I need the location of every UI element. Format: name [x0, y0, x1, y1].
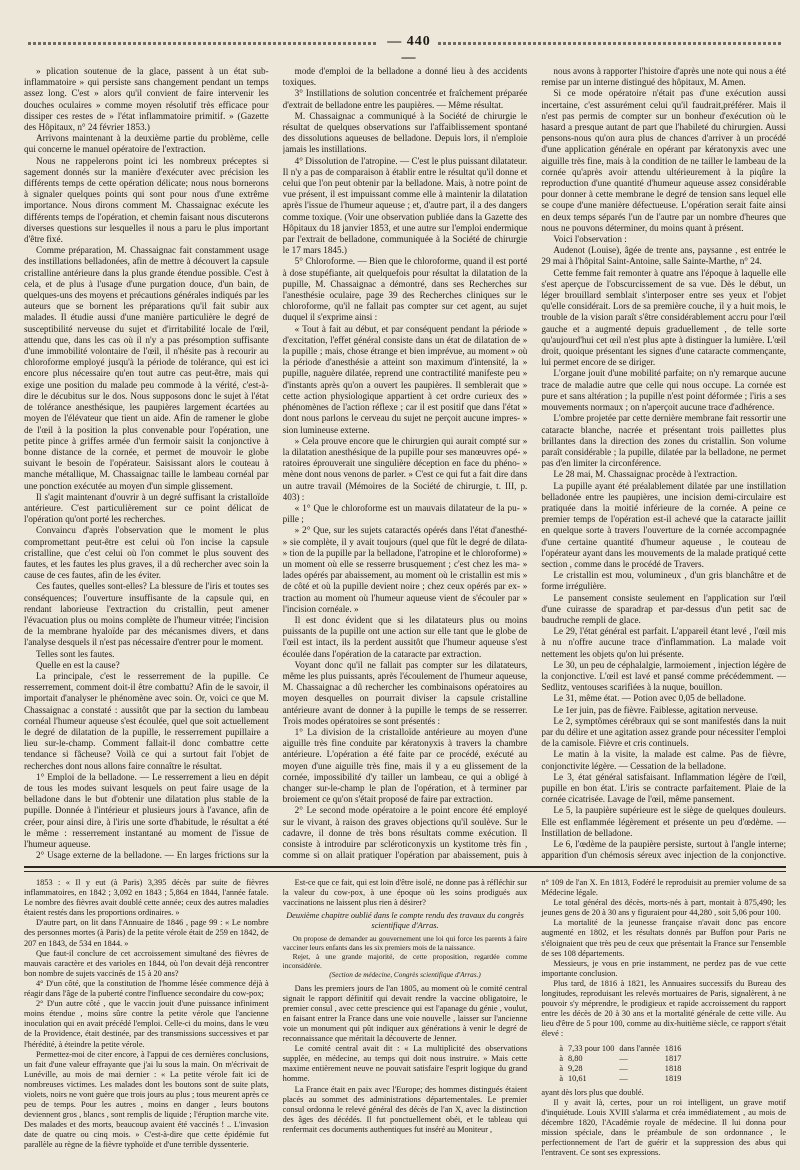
- page-number: — 440 —: [387, 34, 431, 65]
- table-cell: à: [559, 1073, 564, 1083]
- table-row: [559, 1054, 686, 1064]
- paragraph: Si ce mode opératoire n'était pas d'une exécution aussi incertaine, c'est assurément celui qu'il faudrait,préférer. Mais il n'est pas permis de compter sur un bonheur d'exécution où le hasard a presque autant de part que l'habileté du chirurgien. Aussi pensons-nous qu'on aura plus de chances d'arriver à un procédé d'une application générale en opérant par kératonyxis avec une aiguille très fine, mais à la condition de ne tailler le lambeau de la cornée qu'après avoir attendu ultérieurement à la piqûre la reproduction d'une quantité d'humeur aqueuse assez considérable pour donner à cette membrane le degré de tension sans lequel elle se coupe d'une manière défectueuse. L'opération serait faite ainsi en deux temps séparés l'un de l'autre par un nombre d'heures que nous ne pouvons déterminer, du moins quant à présent.: [541, 88, 787, 233]
- paragraph: La pupille ayant été préalablement dilatée par une instillation belladonée entre les paupières, une incision demi-circulaire est pratiquée dans la moitié inférieure de la cornée. A peine ce premier temps de l'opération est-il achevé que la cataracte jaillit en quelque sorte à travers l'ouverture de la cornée accompagnée d'une certaine quantité d'humeur aqueuse , le couteau de l'opérateur ayant dans les mouvements de la malade pratiqué cette section , comme dans le procédé de Travers.: [541, 480, 787, 569]
- paragraph: Voyant donc qu'il ne fallait pas compter sur les dilatateurs, même les plus puissants, après l'écoulement de l'humeur aqueuse, M. Chassaignac a dû rechercher les combinaisons opératoires au moyen desquelles on pourrait diviser la capsule cristalline antérieure avant de donner à la pupille le temps de se resserrer. Trois modes opératoires se sont présentés :: [282, 659, 528, 726]
- feuilleton-column-2: [283, 878, 528, 1158]
- paragraph: M. Chassaignac a communiqué à la Société de chirurgie le résultat de quelques observations sur l'affaiblissement spontané des dissolutions aqueuses de belladone. Depuis lors, il n'emploie jamais les instillations.: [282, 110, 528, 155]
- table-cell: —: [619, 1073, 628, 1083]
- table-cell: 7,33 pour 100: [568, 1043, 615, 1053]
- paragraph: mode d'emploi de la belladone a donné lieu à des accidents toxiques.: [282, 66, 528, 88]
- paragraph: Comme préparation, M. Chassaignac fait constamment usage des instillations belladonées, afin de mettre à découvert la capsule cristalline antérieure dans la plus grande étendue possible. C'est à cela, et de plus à l'usage d'une purgation douce, d'un bain, de quelques-uns des moyens et précautions générales indiqués par les auteurs que se bornent les préparations qu'il fait subir aux malades. Il étudie aussi d'une manière particulière le degré de susceptibilité nerveuse du sujet et d'irritabilité locale de l'œil, attendu que, dans les cas où il n'y a pas présomption suffisante d'une immobilité volontaire de l'œil, il n'hésite pas à recourir au chloroforme employé jusqu'à la période de tolérance, qui est ici encore plus nécessaire qu'en tout autre cas peut-être, mais qui exige une position du malade peu commode à la vérité, c'est-à-dire le décubitus sur le dos. Nous supposons donc le sujet à l'état de tolérance anesthésique, les paupières largement écartées au moyen de l'élévateur que tient un aide. Afin de ramener le globe de l'œil à la position la plus convenable pour l'opération, une petite pince à griffes armée d'un fermoir saisit la conjonctive à bonne distance de la cornée, et permet de mouvoir le globe suivant le besoin de l'opérateur. Saisissant alors le couteau à manche métallique, M. Chassaignac taille le lambeau cornéal par une ponction exécutée au moyen d'un simple glissement.: [24, 245, 269, 491]
- paragraph: Le 1er juin, pas de fièvre. Faiblesse, agitation nerveuse.: [553, 704, 758, 715]
- paragraph: n° 109 de l'an X. En 1813, Fodéré le reproduisit au premier volume de sa Médecine légale.: [541, 878, 787, 898]
- table-cell: 9,28: [568, 1063, 583, 1073]
- paragraph: 1° Emploi de la belladone. — Le resserrement a lieu en dépit de tous les modes suivant lesquels on peut faire usage de la belladone dans le but d'obtenir une dilatation plus stable de la pupille. Donnée à l'intérieur et plusieurs jours à l'avance, afin de créer, pour ainsi dire, à l'iris une sorte d'habitude, le résultat a été le même : resserrement instantané au moment de l'issue de l'humeur aqueuse.: [24, 771, 269, 850]
- paragraph: Voici l'observation :: [553, 234, 627, 245]
- table-cell: à: [559, 1043, 564, 1053]
- paragraph: Permettez-moi de citer encore, à l'appui de ces dernières conclusions, un fait d'une valeur effrayante que j'ai lu sous la main. On m'écrivait de Lunéville, au mois de mai dernier : « La petite vérole fait ici de nombreuses victimes. Les malades dont les boutons sont de suite plats, violets, noirs ne vont guère que trois jours au plus ; tous meurent après ce peu de temps. Pour les autres , moins en danger , leurs boutons deviennent gros , blancs , sont remplis de liquide ; l'éruption marche vite. Des malades et des morts, beaucoup avaient été vaccinés ! .. L'invasion date de quatre ou cinq mois. » C'est-à-dire que cette épidémie fut parallèle au règne de la fièvre typhoïde et d'une terrible dyssenterie.: [24, 1049, 269, 1150]
- paragraph: La principale, c'est le resserrement de la pupille. Ce resserrement, comment doit-il être combattu? Afin de le savoir, il importait d'analyser le phénomène avec soin. Or, voici ce que M. Chassaignac a constaté : aussitôt que par la section du lambeau cornéal l'humeur aqueuse s'est écoulée, quel que soit actuellement le degré de dilatation de la pupille, le resserrement pupillaire a lieu sur-le-champ. Comment fallait-il donc combattre cette tendance si fâcheuse? Voilà ce qui a surtout fait l'objet de recherches dont nous allons faire connaître le résultat.: [24, 670, 269, 771]
- paragraph: Le 28 mai, M. Chassaignac procède à l'extraction.: [553, 469, 738, 480]
- main-column-2: [283, 66, 528, 860]
- paragraph: 4° D'un côté, que la constitution de l'homme lésée commence déjà à réagir dans l'âge de la puberté contre l'influence secondaire du cow-pox;: [24, 978, 269, 999]
- paragraph: Le 2, symptômes cérébraux qui se sont manifestés dans la nuit par du délire et une agitation assez grande pour nécessiter l'emploi de la camisole. Fièvre et cris continuels.: [541, 715, 787, 749]
- feuilleton-column-1: [24, 878, 269, 1158]
- chapter-heading: Deuxième chapitre oublié dans le compte rendu des travaux du congrès scientifique d'Arras.: [286, 911, 524, 931]
- paragraph: Le 5, la paupière supérieure est le siège de quelques douleurs. Elle est enflammée légèrement et présente un peu d'œdème. — Instillation de belladone.: [541, 805, 787, 838]
- table-cell: 10,61: [568, 1073, 587, 1083]
- table-cell: 1817: [664, 1053, 682, 1063]
- paragraph: 1° La division de la cristalloïde antérieure au moyen d'une aiguille très fine conduite par kératonyxis à travers la chambre antérieure. L'opération a été faite par ce procédé, exécuté au moyen d'une aiguille très fine, mais il y a eu glissement de la cornée, impossibilité d'y tailler un lambeau, ce qui a obligé à changer sur-le-champ le plan de l'opération, et à terminer par broiement ce qu'on s'était proposé de faire par extraction.: [282, 726, 528, 805]
- feuilleton-column-3: [541, 878, 786, 1158]
- table-cell: à: [559, 1053, 564, 1063]
- paragraph: Convaincu d'après l'observation que le moment le plus compromettant peut-être est celui où l'on incise la capsule cristalline, que c'est celui où l'on commet le plus souvent des fautes, et les fautes les plus graves, il a dû rechercher avec soin la cause de ces fautes, afin de les éviter.: [24, 525, 269, 581]
- paragraph: Le cristallin est mou, volumineux , d'un gris blanchâtre et de forme irrégulière.: [541, 570, 787, 592]
- paragraph: 4° Dissolution de l'atropine. — C'est le plus puissant dilatateur. Il n'y a pas de comparaison à établir entre le résultat qu'il donne et celui que l'on peut obtenir par la belladone. Mais, à notre point de vue présent, il est impuissant comme elle à maintenir la dilatation après l'issue de l'humeur aqueuse ; et, d'autre part, il a des dangers comme toxique. (Voir une observation publiée dans la Gazette des Hôpitaux du 18 janvier 1853, et une autre sur l'emploi endermique par l'extrait de belladone, communiquée à la Société de chirurgie le 17 mars 1845.): [282, 155, 528, 256]
- paragraph: Le 3, état général satisfaisant. Inflammation légère de l'œil, pupille en bon état. L'iris se contracte parfaitement. Plaie de la cornée cicatrisée. Lavage de l'œil, même pansement.: [541, 771, 787, 805]
- paragraph: nous avons à rapporter l'histoire d'après une note qui nous a été remise par un interne distingué des hôpitaux, M. Amen.: [541, 66, 787, 88]
- paragraph: 1853 : « Il y eut (à Paris) 3,395 décès par suite de fièvres inflammatoires, en 1842 ; 3,092 en 1843 ; 5,864 en 1844, l'année fatale. Le nombre des fièvres avait doublé cette année; ceux des autres maladies étaient restés dans les proportions ordinaires. »: [24, 878, 269, 918]
- paragraph: Nous ne rappelerons point ici les nombreux préceptes si sagement donnés sur la manière d'exécuter avec précision les différents temps de cette opération délicate; nous nous bornerons à signaler quelques points qui sont pour nous d'une extrême importance. Nous dirons comment M. Chassaignac exécute les différents temps de l'opération, et chemin faisant nous discuterons diverses questions sur lesquelles il nous a paru le plus important d'être fixé.: [24, 155, 269, 245]
- quote-source: (Section de médecine, Congrès scientifique d'Arras.): [329, 971, 481, 980]
- table-cell: 1818: [664, 1063, 682, 1073]
- paragraph: Le 30, un peu de céphalalgie, larmoiement , injection légère de la conjonctive. L'œil est lavé et pansé comme précédemment. — Sedlitz, ventouses scarifiées à la nuque, bouillon.: [541, 659, 787, 693]
- header-rule-left: [28, 42, 378, 45]
- paragraph: Est-ce que ce fait, qui est loin d'être isolé, ne donne pas à réfléchir sur la valeur du cow-pox, à une époque où les soins prodigués aux vaccinations ne laissent plus rien à désirer?: [282, 878, 528, 908]
- header-rule-right: [438, 42, 783, 45]
- paragraph: « 1° Que le chloroforme est un mauvais dilatateur de la pu- » pille ;: [282, 502, 528, 525]
- quoted-rejection: Rejet, à une grande majorité, de cette proposition, regardée comme inconsidérée.: [282, 952, 528, 971]
- paragraph: 5° Chloroforme. — Bien que le chloroforme, quand il est porté à dose stupéfiante, ait quelquefois pour résultat la dilatation de la pupille, M. Chassaignac a démontré, dans ses Recherches sur l'anesthésie oculaire, page 39 des Recherches cliniques sur le chloroforme, qu'il ne fallait pas compter sur cet agent, au sujet duquel il s'exprime ainsi :: [282, 256, 528, 323]
- paragraph: Il y avait là, certes, pour un roi intelligent, un grave motif d'inquiétude. Louis XVIII s'alarma et créa immédiatement , au mois de décembre 1820, l'Académie royale de médecine. Il lui donna pour mission spéciale, dans le préambule de son ordonnance , le perfectionnement de l'art de guérir et la suppression des abus qui l'entravent. Ce sont ses expressions.: [541, 1097, 787, 1158]
- paragraph: « Tout à fait au début, et par conséquent pendant la période » d'excitation, l'effet général consiste dans un état de dilatation de » la pupille ; mais, chose étrange et bien imprévue, au moment » où la période d'anesthésie a atteint son maximum d'intensité, la » pupille, naguère dilatée, reprend une contractilité manifeste peu » d'instants après qu'on a ouvert les paupières. Il semblerait que » cette action physiologique appartient à cet ordre curieux des » phénomènes de l'action réflexe ; car il est positif que dans l'état » dont nous parlons le cerveau du sujet ne perçoit aucune impres- » sion lumineuse externe.: [282, 323, 528, 435]
- paragraph: Le total général des décès, morts-nés à part, montait à 875,490; les jeunes gens de 20 à 30 ans y figuraient pour 44,280 , soit 5,06 pour 100.: [541, 898, 787, 918]
- table-cell: —: [619, 1053, 628, 1063]
- paragraph: Il est donc évident que si les dilatateurs plus ou moins puissants de la pupille ont une action sur elle tant que le globe de l'œil est intact, ils la perdent aussitôt que l'humeur aqueuse s'est écoulée dans l'opération de la cataracte par extraction.: [282, 614, 528, 659]
- paragraph: Ces fautes, quelles sont-elles? La blessure de l'iris et toutes ses conséquences; l'ouverture insuffisante de la capsule qui, en rendant laborieuse l'extraction du cristallin, peut amener l'évacuation plus ou moins complète de l'humeur vitrée; l'incision de la membrane hyaloïde par des mécanismes divers, et dans l'analyse desquels il n'est pas nécessaire d'entrer pour le moment.: [24, 581, 269, 648]
- paragraph: Arrivons maintenant à la deuxième partie du problème, celle qui concerne le manuel opératoire de l'extraction.: [24, 133, 269, 155]
- paragraph: Le matin à la visite, la malade est calme. Pas de fièvre, conjonctivite légère. — Cessation de la belladone.: [541, 749, 787, 771]
- paragraph: » plication soutenue de la glace, passent à un état sub-inflammatoire » qui persiste sans changement pendant un temps assez long. C'est » alors qu'il convient de faire intervenir les douches oculaires » comme moyen résolutif très efficace pour dissiper ces restes de » l'état inflammatoire primitif. » (Gazette des Hôpitaux, n° 24 février 1853.): [24, 66, 269, 133]
- paragraph: Il s'agit maintenant d'ouvrir à un degré suffisant la cristalloïde antérieure. C'est particulièrement sur ce point délicat de l'opération qu'ont porté les recherches.: [24, 491, 269, 525]
- paragraph: Le pansement consiste seulement en l'application sur l'œil d'une cuirasse de sparadrap et par-dessus d'un petit sac de baudruche rempli de glace.: [541, 592, 787, 625]
- paragraph: Audenot (Louise), âgée de trente ans, paysanne , est entrée le 29 mai à l'hôpital Saint-Antoine, salle Sainte-Marthe, n° 24.: [541, 245, 787, 267]
- main-column-3: [541, 66, 786, 860]
- paragraph: » 2° Que, sur les sujets cataractés opérés dans l'état d'anesthé- » sie complète, il y avait toujours (quel que fût le degré de dilata- » tion de la pupille par la belladone, l'atropine et le chloroforme) » un moment où elle se resserre brusquement ; c'est chez les ma- » lades opérés par abaissement, au moment où le cristallin est mis » de côté et où la pupille devient noire ; chez ceux opérés par ex- » traction au moment où l'humeur aqueuse vient de s'écouler par » l'incision cornéale. »: [282, 525, 528, 614]
- paragraph: Quelle en est la cause?: [36, 659, 120, 670]
- paragraph: Plus tard, de 1816 à 1821, les Annuaires successifs du Bureau des longitudes, reproduisant les relevés mortuaires de Paris, signalèrent, à ne pouvoir s'y méprendre, le prodigieux et rapide accroissement du rapport entre les décès de 20 à 30 ans et la mortalité générale de cette ville. Au lieu d'être de 5 pour 100, comme au dix-huitième siècle, ce rapport s'était élevé :: [541, 978, 787, 1039]
- table-row: [559, 1064, 686, 1074]
- paragraph: » Cela prouve encore que le chirurgien qui aurait compté sur » la dilatation anesthésique de la pupille pour ses manœuvres opé- » ratoires éprouverait une singulière déception en face du phéno- » mène dont nous venons de parler. » C'est ce qui fut a fait dire dans un autre travail (Mémoires de la Société de chirurgie, t. III, p. 403) :: [282, 435, 528, 502]
- paragraph: Que faut-il conclure de cet accroissement simultané des fièvres de mauvais caractère et des varioles en 1844, où l'on devait déjà rencontrer bon nombre de sujets vaccinés de 15 à 20 ans?: [24, 948, 269, 978]
- table-cell: 8,80: [568, 1053, 583, 1063]
- paragraph: 2° D'un autre côté , que le vaccin jouit d'une puissance infiniment moins étendue , moins sûre contre la petite vérole que l'ancienne inoculation qui en avait précédé l'emploi. Celle-ci du moins, dans le vœu de la Providence, était destinée, par des transmissions successives et par l'hérédité, à éteindre la petite vérole.: [24, 999, 269, 1049]
- table-row: [559, 1074, 686, 1084]
- table-cell: 1819: [664, 1073, 682, 1083]
- paragraph: ayant dès lors plus que doublé.: [541, 1087, 644, 1097]
- paragraph: 2° Usage externe de la belladone. — En larges frictions sur la: [36, 850, 269, 860]
- table-cell: à: [559, 1063, 564, 1073]
- paragraph: Dans les premiers jours de l'an 1805, au moment où le comité central signait le rapport définitif qui devait rendre la vaccine obligatoire, le premier consul , avec cette prescience qui est l'apanage du génie , voulut, en faisant entrer la France dans une voie nouvelle , laisser sur l'ancienne voie un monument qui pût indiquer aux générations à venir le degré de reconnaissance que méritait la découverte de Jenner.: [282, 983, 528, 1044]
- paragraph: Cette femme fait remonter à quatre ans l'époque à laquelle elle s'est aperçue de l'obscurcissement de sa vue. Dès le début, un léger brouillard semblait s'interposer entre ses yeux et l'objet qu'elle considérait. Lors de sa première couche, il y a huit mois, le trouble de la vision paraît s'être considérablement accru pour l'œil gauche et a augmenté depuis graduellement , de telle sorte qu'aujourd'hui cet œil n'est plus apte à distinguer la lumière. L'œil droit, quoique présentant les signes d'une cataracte commençante, lui permet encore de se diriger.: [541, 267, 787, 368]
- paragraph: Telles sont les fautes.: [36, 648, 115, 659]
- mortality-table: [559, 1044, 686, 1084]
- page-header: [0, 30, 800, 65]
- paragraph: Le 31, même état. — Potion avec 0,05 de belladone.: [553, 693, 746, 704]
- main-article: [24, 66, 786, 860]
- table-cell: —: [619, 1063, 628, 1073]
- paragraph: Le 6, l'œdème de la paupière persiste, surtout à l'angle interne; apparition d'un chémosis séreux avec injection de la conjonctive.: [541, 839, 787, 860]
- feuilleton-section: [24, 878, 786, 1158]
- paragraph: 3° Instillations de solution concentrée et fraîchement préparée d'extrait de belladone entre les paupières. — Même résultat.: [282, 88, 528, 110]
- main-column-1: [24, 66, 269, 860]
- paragraph: La France était en paix avec l'Europe; des hommes distingués étaient placés au sommet des administrations départementales. Le premier consul ordonna le relevé général des décès de l'an X, avec la distinction des âges des décédés. Il fut ponctuellement obéi, et le tableau qui renfermait ces documents authentiques fut inséré au Moniteur ,: [282, 1084, 528, 1134]
- paragraph: L'ombre projetée par cette dernière membrane fait ressortir une cataracte blanche, nacrée et présentant trois paillettes plus brillantes dans la direction des zones du cristallin. Son volume paraît considérable ; la pupille, dilatée par la belladone, ne permet pas d'en limiter la circonférence.: [541, 413, 787, 469]
- section-divider: [24, 866, 786, 872]
- table-cell: 1816: [664, 1043, 682, 1053]
- paragraph: La mortalité de la jeunesse française n'avait donc pas encore augmenté en 1802, et les résultats donnés par Buffon pour Paris ne s'éloignaient que très peu de ceux que présentait la France sur l'ensemble de ses 108 départements.: [541, 918, 787, 958]
- paragraph: L'organe jouit d'une mobilité parfaite; on n'y remarque aucune trace de maladie autre que celle qui nous occupe. La cornée est pure et sans altération ; la pupille n'est point déformée ; l'iris a ses mouvements normaux ; on n'aperçoit aucune trace d'adhérence.: [541, 368, 787, 413]
- quoted-proposal: On propose de demander au gouvernement une loi qui force les parents à faire vacciner leurs enfants dans les six premiers mois de la naissance.: [282, 934, 528, 953]
- paragraph: 2° Le second mode opératoire a le point encore été employé sur le vivant, à raison des graves objections qu'il soulève. Sur le cadavre, il donne de très bons résultats comme exécution. Il consiste à introduire par scléroticonyxis un kystitome très fin , comme si on allait pratiquer l'opération par abaissement, puis à: [282, 805, 528, 860]
- paragraph: D'autre part, on lit dans l'Annuaire de 1846 , page 99 : « Le nombre des personnes mortes (à Paris) de la petite vérole était de 259 en 1842, de 207 en 1843, de 534 en 1844. »: [24, 918, 269, 948]
- table-cell: dans l'année: [619, 1043, 660, 1053]
- paragraph: Messieurs, je vous en prie instamment, ne perdez pas de vue cette importante conclusion.: [541, 958, 787, 978]
- table-row: [559, 1044, 686, 1054]
- paragraph: Le comité central avait dit : « La multiplicité des observations supplée, en médecine, au temps qui doit nous instruire. » Mais cette maxime entièrement neuve ne pouvait satisfaire l'esprit logique du grand homme.: [282, 1044, 528, 1084]
- paragraph: Le 29, l'état général est parfait. L'appareil étant levé , l'œil mis à nu n'offre aucune trace d'inflammation. La malade voit nettement les objets qu'on lui présente.: [541, 626, 787, 659]
